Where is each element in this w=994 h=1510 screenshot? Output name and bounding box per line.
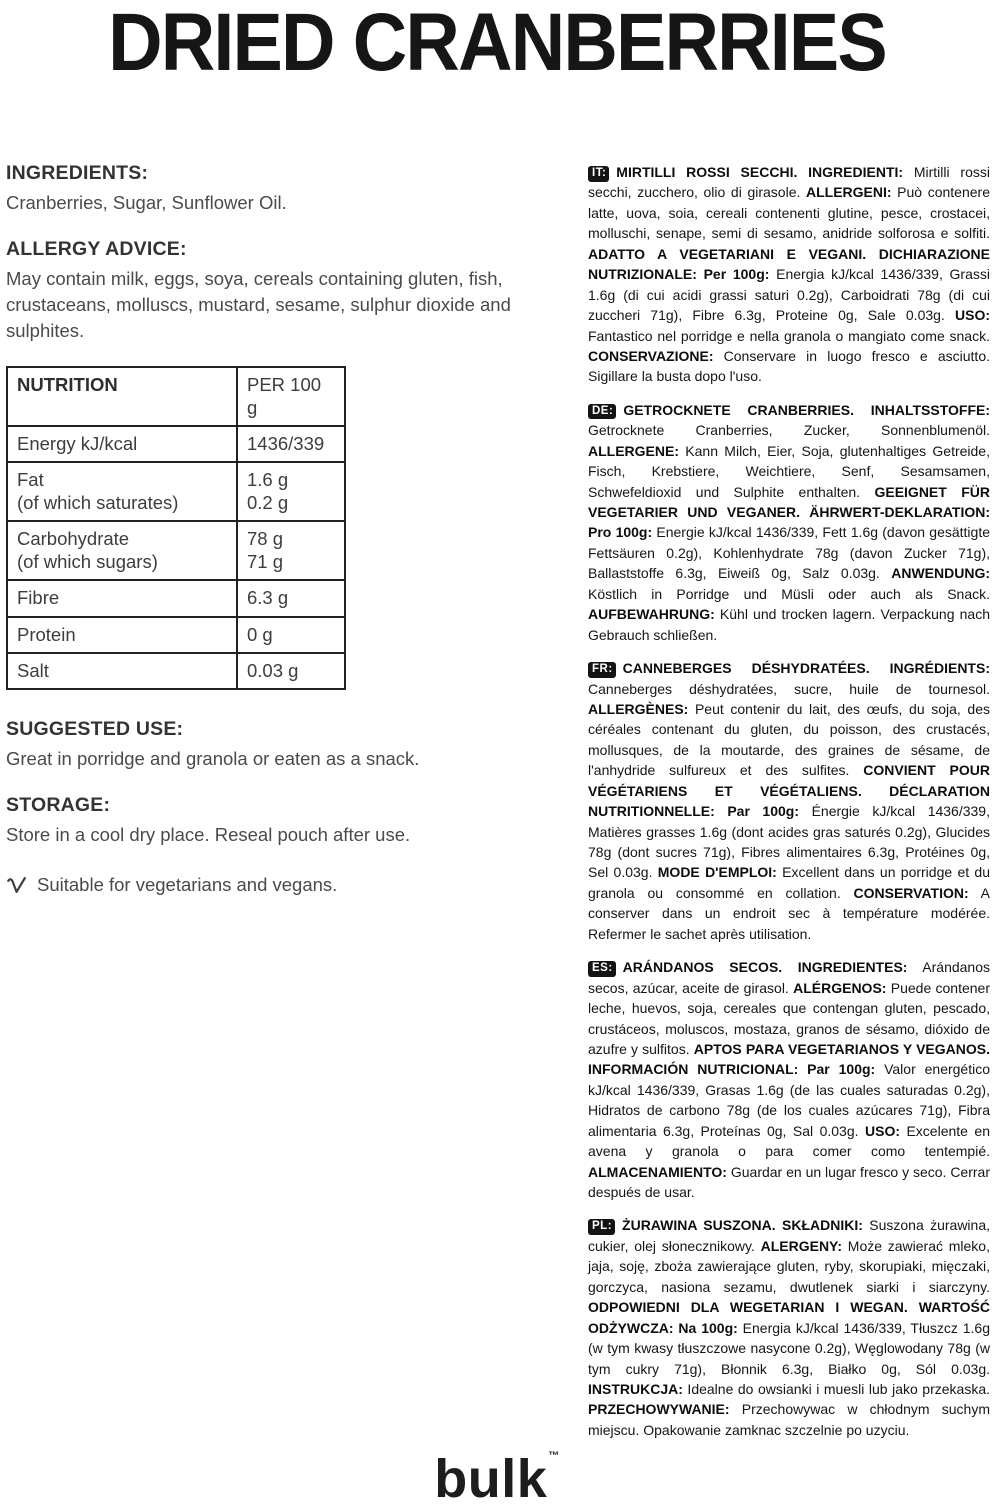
- lang-segment-bold: ADATTO A VEGETARIANI E VEGANI. DICHIARAZIONE NUTRIZIONALE: Per 100g:: [588, 245, 990, 283]
- nutrition-row: [7, 653, 345, 689]
- lang-tag-fr: FR:: [588, 662, 616, 678]
- lang-segment-bold: ALLERGENE:: [588, 442, 679, 459]
- lang-segment: Może zawierać mleko, jaja, soję, zboża zawierające gluten, ryby, skorupiaki, mięczaki, gorczyca, nasiona sezamu, dwutlenek siarki i siarczyny.: [588, 1237, 990, 1295]
- nutrition-table-body: [7, 426, 345, 689]
- nutrition-row-value: 0.03 g: [237, 653, 345, 689]
- lang-segment: Köstlich in Porridge und Müsli oder auch als Snack.: [588, 585, 990, 602]
- lang-block-pl: [588, 1215, 990, 1440]
- lang-segment: Energia kJ/kcal 1436/339, Tłuszcz 1.6g (w tym kwasy tłuszczowe nasycone 0.2g), Węglowodany 78g (w tym cukry 71g), Błonnik 6.3g, Białko 0g, Sól 0.03g.: [588, 1319, 991, 1377]
- nutrition-table: [6, 366, 346, 690]
- lang-segment-bold: ALMACENAMIENTO:: [588, 1163, 727, 1180]
- brand-logo-text: bulk: [434, 1449, 548, 1509]
- lang-segment: Energie kJ/kcal 1436/339, Fett 1.6g (davon gesättigte Fettsäuren 0.2g), Kohlenhydrate 78g (davon Zucker 71g), Ballaststoffe 6.3g, Eiweiß 0g, Salz 0.03g.: [588, 524, 990, 582]
- nutrition-row-label: Salt: [7, 653, 237, 689]
- nutrition-row-label: Carbohydrate (of which sugars): [7, 521, 237, 580]
- lang-block-es: [588, 957, 990, 1202]
- nutrition-row-value: 6.3 g: [237, 580, 345, 616]
- lang-segment: Può contenere latte, uova, soia, cereali contenenti glutine, pesce, crostacei, molluschi, senape, semi di sesamo, anidride solforosa e solfiti.: [588, 184, 990, 242]
- lang-segment-bold: CANNEBERGES DÉSHYDRATÉES. INGRÉDIENTS:: [622, 660, 990, 677]
- brand-logo: [0, 1448, 994, 1510]
- ingredients-body: Cranberries, Sugar, Sunflower Oil.: [6, 192, 287, 213]
- storage-heading: STORAGE:: [6, 793, 111, 816]
- allergy-body: May contain milk, eggs, soya, cereals containing gluten, fish, crustaceans, molluscs, mustard, sesame, sulphur dioxide and sulphites.: [6, 267, 511, 341]
- nutrition-row: [7, 462, 345, 521]
- trademark-symbol: ™: [548, 1450, 560, 1462]
- lang-segment: Guardar en un lugar fresco y seco. Cerrar después de usar.: [588, 1163, 990, 1200]
- lang-segment: Puede contener leche, huevos, soja, cereales que contengan gluten, pescado, crustáceos, moluscos, mostaza, granos de sésamo, dióxido de azufre y sulfitos.: [588, 979, 990, 1057]
- lang-segment-bold: ARÁNDANOS SECOS. INGREDIENTES:: [622, 959, 908, 976]
- lang-segment-bold: CONSERVAZIONE:: [588, 347, 714, 364]
- lang-segment-bold: CONSERVATION:: [853, 884, 969, 901]
- nutrition-row-label: Protein: [7, 617, 237, 653]
- lang-segment: Valor energético kJ/kcal 1436/339, Grasas 1.6g (de las cuales saturadas 0.2g), Hidratos de carbono 78g (de los cuales azúcares 71g), Fibra alimentaria 6.3g, Proteínas 0g, Sal 0.03g.: [588, 1061, 991, 1139]
- lang-segment: Idealne do owsianki i muesli lub jako przekaska.: [682, 1380, 990, 1397]
- v-vegetarian-icon: [6, 874, 28, 896]
- lang-segment-bold: MIRTILLI ROSSI SECCHI. INGREDIENTI:: [616, 164, 904, 180]
- nutrition-header-per100: PER 100 g: [237, 367, 345, 426]
- lang-segment: Excellent dans un porridge et du granola ou consommé en collation.: [588, 864, 990, 901]
- lang-segment-bold: CONVIENT POUR VÉGÉTARIENS ET VÉGÉTALIENS. DÉCLARATION NUTRITIONNELLE: Par 100g:: [588, 762, 990, 820]
- page-title: DRIED CRANBERRIES: [108, 0, 886, 88]
- nutrition-row-value: 1.6 g 0.2 g: [237, 462, 345, 521]
- lang-segment: Canneberges déshydratées, sucre, huile de tournesol.: [588, 680, 990, 697]
- lang-segment: Peut contenir du lait, des œufs, du soja, des céréales contenant du gluten, du poisson, des crustacés, mollusques, de la moutarde, des graines de sésame, de l'anhydride sulfureux et des sulfites.: [588, 700, 990, 779]
- nutrition-header-row: [7, 367, 345, 426]
- nutrition-row-value: 0 g: [237, 617, 345, 653]
- nutrition-row-label: Fat (of which saturates): [7, 462, 237, 521]
- lang-tag-pl: PL:: [588, 1219, 615, 1235]
- lang-segment: Mirtilli rossi secchi, zucchero, olio di girasole.: [588, 164, 990, 201]
- allergy-heading: ALLERGY ADVICE:: [6, 237, 187, 260]
- content-columns: [0, 162, 994, 1453]
- lang-segment-bold: GEEIGNET FÜR VEGETARIER UND VEGANER. ÄHRWERT-DEKLARATION: Pro 100g:: [588, 483, 990, 541]
- lang-segment-bold: ANWENDUNG:: [891, 565, 990, 582]
- lang-segment-bold: ALÉRGENOS:: [793, 979, 887, 996]
- lang-segment-bold: USO:: [865, 1122, 900, 1139]
- nutrition-row: [7, 580, 345, 616]
- lang-block-fr: [588, 658, 990, 944]
- nutrition-row-value: 78 g 71 g: [237, 521, 345, 580]
- lang-segment-bold: APTOS PARA VEGETARIANOS Y VEGANOS. INFORMACIÓN NUTRICIONAL: Par 100g:: [588, 1040, 990, 1078]
- lang-segment-bold: AUFBEWAHRUNG:: [588, 606, 715, 623]
- lang-segment-bold: GETROCKNETE CRANBERRIES. INHALTSSTOFFE:: [623, 401, 990, 418]
- lang-block-de: [588, 400, 990, 645]
- suggested-use-body: Great in porridge and granola or eaten as a snack.: [6, 747, 420, 769]
- lang-segment: A conserver dans un endroit sec à température modérée. Refermer le sachet après utilisation.: [588, 884, 990, 942]
- lang-tag-it: IT:: [588, 166, 609, 182]
- lang-segment: Énergie kJ/kcal 1436/339, Matières grasses 1.6g (dont acides gras saturés 0.2g), Glucides 78g (dont sucres 71g), Fibres alimentaires 6.3g, Protéines 0g, Sel 0.03g.: [588, 803, 990, 881]
- nutrition-header-label: NUTRITION: [7, 367, 237, 426]
- lang-segment: Kann Milch, Eier, Soja, glutenhaltiges Getreide, Fisch, Krebstiere, Weichtiere, Senf, Sesamsamen, Schwefeldioxid und Sulphite enthalten.: [588, 442, 990, 500]
- vegetarian-note-line: [6, 874, 562, 896]
- lang-segment-bold: ALERGENY:: [760, 1237, 843, 1254]
- lang-segment-bold: USO:: [955, 307, 990, 324]
- lang-block-it: [588, 162, 990, 387]
- right-column language-blocks: [588, 162, 990, 1453]
- lang-segment: Kühl und trocken lagern. Verpackung nach Gebrauch schließen.: [588, 606, 990, 643]
- nutrition-row-label: Fibre: [7, 580, 237, 616]
- storage-body: Store in a cool dry place. Reseal pouch after use.: [6, 823, 411, 845]
- lang-segment-bold: PRZECHOWYWANIE:: [588, 1401, 730, 1418]
- lang-segment-bold: ŻURAWINA SUSZONA. SKŁADNIKI:: [622, 1217, 863, 1234]
- left-column: [6, 162, 562, 1453]
- suggested-use-heading: SUGGESTED USE:: [6, 717, 184, 740]
- lang-tag-de: DE:: [588, 404, 616, 420]
- lang-segment: Arándanos secos, azúcar, aceite de girasol.: [588, 959, 990, 996]
- lang-segment-bold: ODPOWIEDNI DLA WEGETARIAN I WEGAN. WARTOŚĆ ODŻYWCZA: Na 100g:: [588, 1299, 990, 1336]
- nutrition-row-value: 1436/339: [237, 426, 345, 462]
- nutrition-row-label: Energy kJ/kcal: [7, 426, 237, 462]
- lang-segment: Fantastico nel porridge e nella granola o mangiato come snack.: [588, 327, 990, 344]
- lang-segment: Conservare in luogo fresco e asciutto. Sigillare la busta dopo l'uso.: [588, 347, 990, 385]
- lang-segment-bold: ALLERGENI:: [806, 184, 892, 201]
- vegetarian-note: Suitable for vegetarians and vegans.: [37, 873, 338, 895]
- ingredients-heading: INGREDIENTS:: [6, 162, 149, 184]
- lang-segment: Przechowywac w chłodnym suchym miejscu. Opakowanie zamknac szczelnie po uzyciu.: [588, 1401, 990, 1438]
- lang-segment-bold: MODE D'EMPLOI:: [657, 864, 777, 881]
- lang-tag-es: ES:: [588, 961, 616, 977]
- lang-segment: Getrocknete Cranberries, Zucker, Sonnenblumenöl.: [588, 422, 990, 439]
- nutrition-row: [7, 426, 345, 462]
- lang-segment-bold: ALLERGÈNES:: [588, 700, 689, 717]
- lang-segment-bold: INSTRUKCJA:: [588, 1380, 683, 1397]
- lang-segment: Excelente en avena y granola o para comer como tentempié.: [588, 1122, 990, 1160]
- nutrition-row: [7, 617, 345, 653]
- lang-segment: Energia kJ/kcal 1436/339, Grassi 1.6g (di cui acidi grassi saturi 0.2g), Carboidrati 78g (di cui zuccheri 71g), Fibre 6.3g, Proteine 0g, Sale 0.03g.: [588, 266, 990, 324]
- lang-segment: Suszona żurawina, cukier, olej słonecznikowy.: [588, 1217, 990, 1254]
- nutrition-row: [7, 521, 345, 580]
